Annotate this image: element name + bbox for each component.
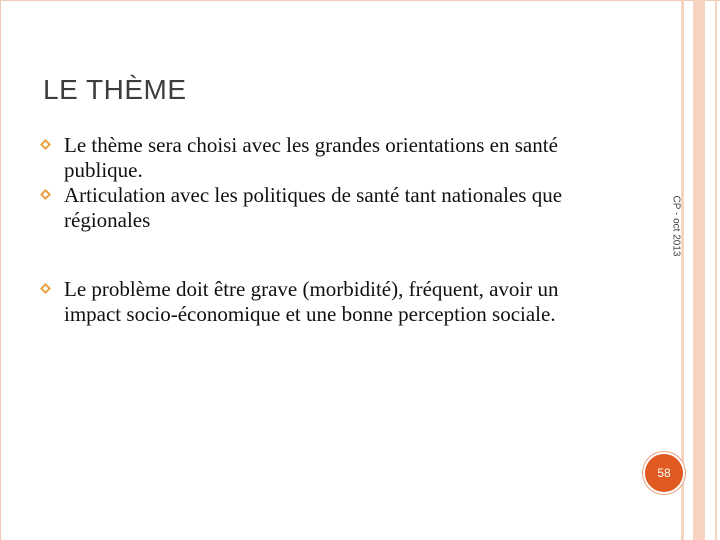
diamond-bullet-icon	[40, 189, 51, 200]
slide-left-border	[0, 0, 1, 540]
diamond-bullet-icon	[40, 139, 51, 150]
bullet-item	[40, 277, 600, 327]
bullet-text: Le problème doit être grave (morbidité), fréquent, avoir un impact socio-économique et une bonne perception sociale.	[64, 277, 559, 326]
vertical-footer-text: CP - oct 2013	[670, 195, 682, 257]
bullet-text: Le thème sera choisi avec les grandes orientations en santé publique.	[64, 133, 558, 182]
bullet-list	[40, 133, 600, 327]
bullet-item	[40, 183, 600, 233]
decorative-rail-thin	[715, 0, 717, 540]
slide-top-border	[0, 0, 720, 1]
bullet-item	[40, 133, 600, 183]
decorative-rail-outer	[693, 0, 705, 540]
decorative-rail-inner	[681, 0, 684, 540]
diamond-bullet-icon	[40, 283, 51, 294]
slide-title: LE THÈME	[43, 74, 187, 105]
page-number-badge: 58	[643, 452, 685, 494]
bullet-text: Articulation avec les politiques de santé tant nationales que régionales	[64, 183, 563, 232]
